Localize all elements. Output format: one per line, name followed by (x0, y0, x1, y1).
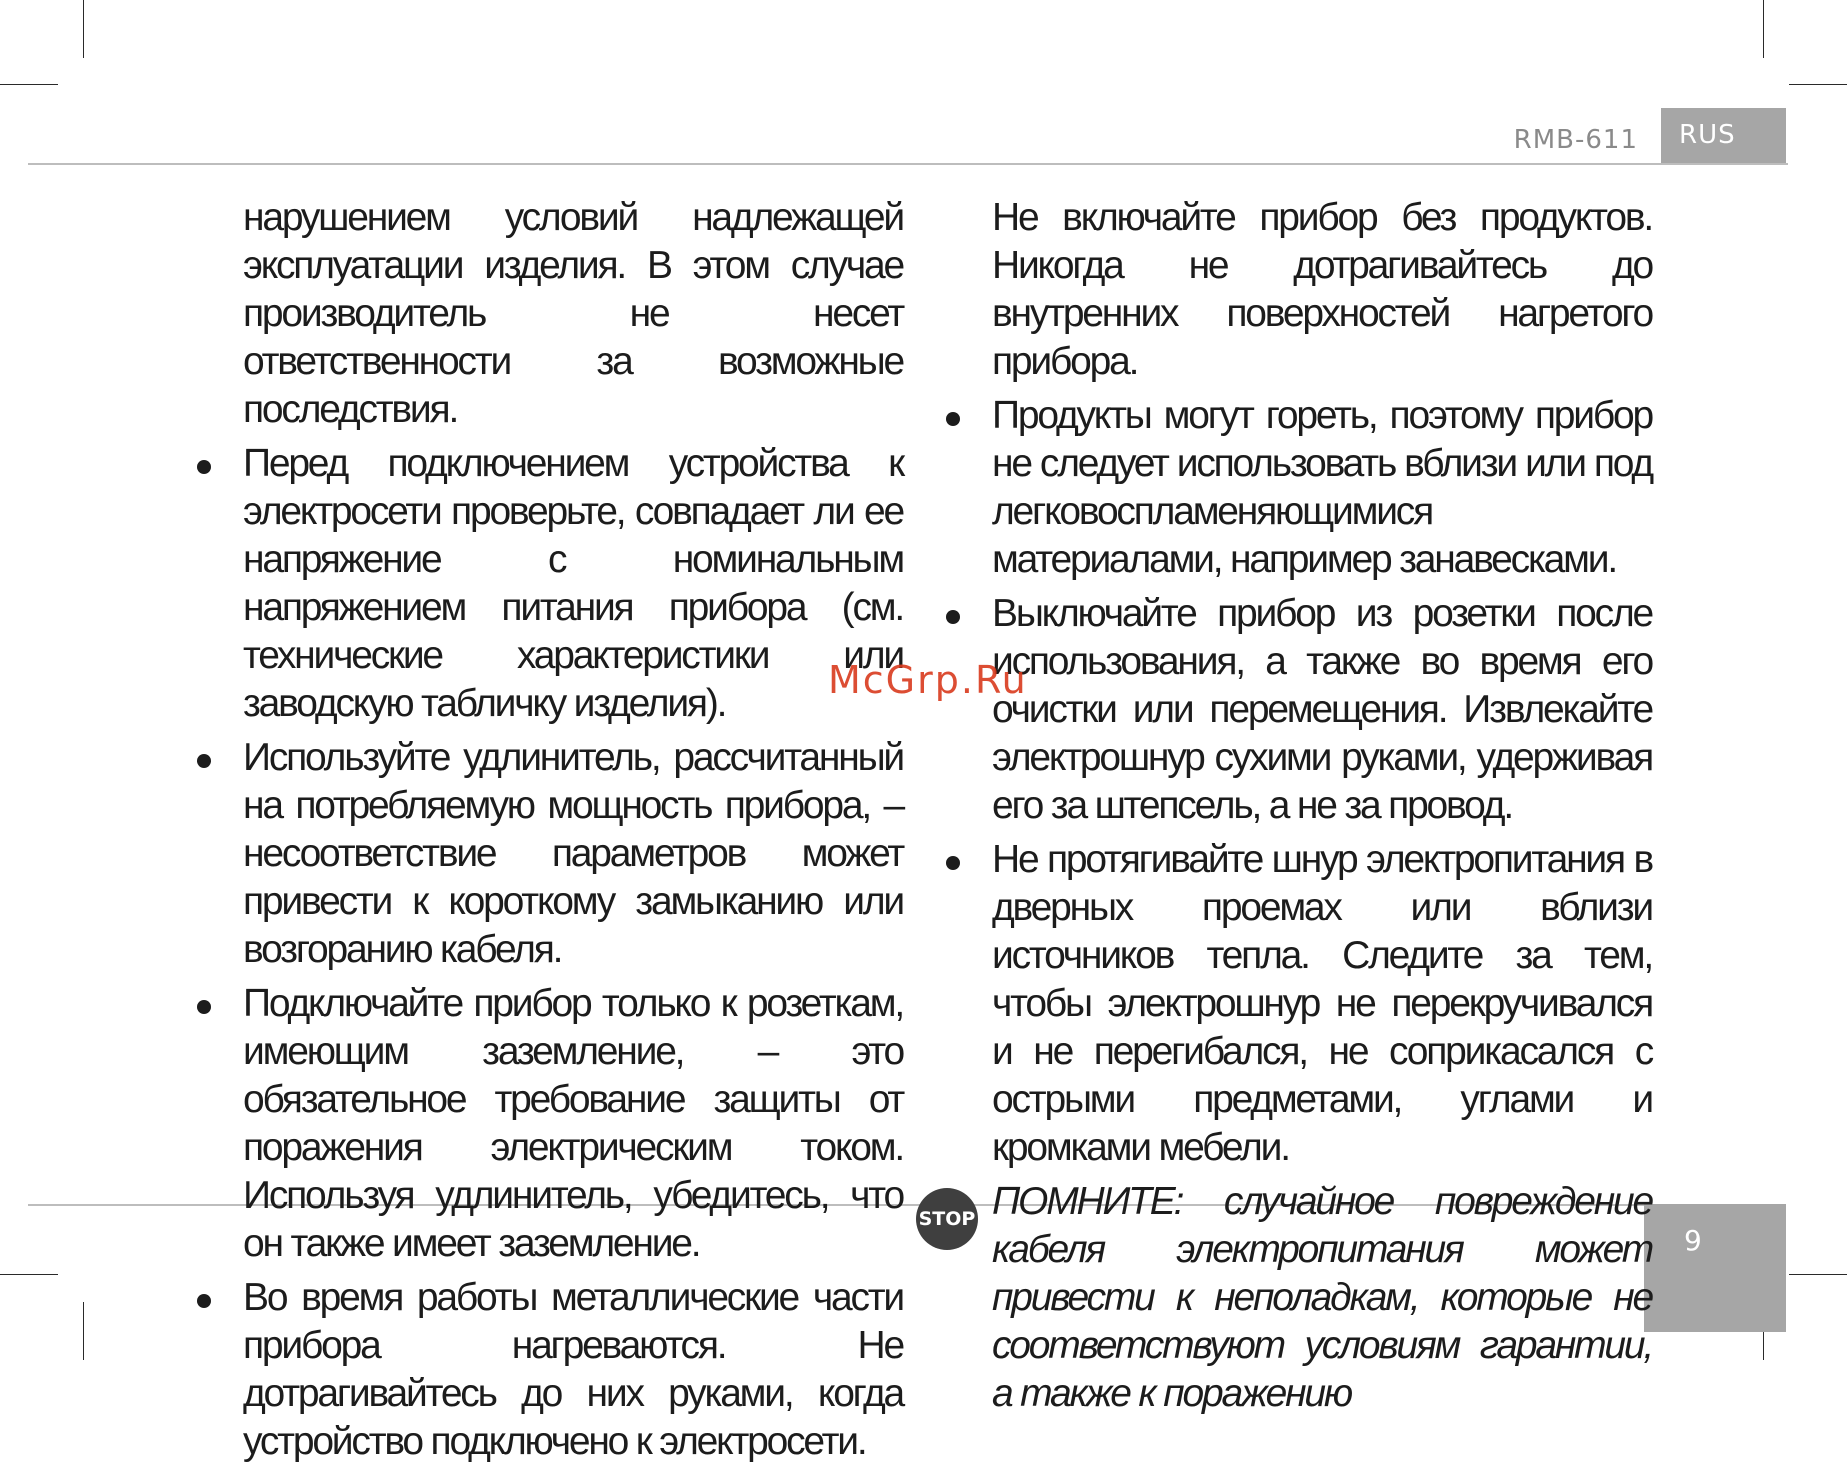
list-item-text: Подключайте прибор только к розеткам, имеющим заземление, – это обязательное требование защиты от поражения электрическим током. Используя удлинитель, убедитесь, что он также имеет заземление. (243, 982, 903, 1265)
list-item (992, 590, 1652, 830)
list-item (992, 836, 1652, 1172)
list-item-text: Во время работы металлические части прибора нагреваются. Не дотрагивайтесь до них руками, когда устройство подключено к электросети. (243, 1276, 903, 1463)
bullet-icon (197, 1294, 211, 1308)
right-continuation-text: Не включайте прибор без продуктов. Никогда не дотрагивайтесь до внутренних поверхностей нагретого прибора. (992, 196, 1652, 383)
language-label: RUS (1679, 120, 1736, 150)
list-item-text: Продукты могут гореть, поэтому прибор не следует использовать вблизи или под легковоспламеняющимися материалами, например занавесками. (992, 394, 1652, 581)
list-item (243, 980, 903, 1268)
warning-note (918, 1178, 1652, 1418)
list-item (243, 1274, 903, 1466)
list-item (992, 392, 1652, 584)
crop-mark-bottom-right-horizontal (1789, 1274, 1847, 1275)
list-item (243, 440, 903, 728)
bullet-icon (946, 856, 960, 870)
crop-mark-bottom-left-vertical (83, 1302, 84, 1360)
left-continuation-text: нарушением условий надлежащей эксплуатации изделия. В этом случае производитель не несет ответственности за возможные последствия. (243, 196, 903, 431)
crop-mark-top-left-horizontal (0, 84, 58, 85)
bullet-icon (197, 754, 211, 768)
list-item-text: Используйте удлинитель, рассчитанный на потребляемую мощность прибора, – несоответствие параметров может привести к короткому замыканию или возгоранию кабеля. (243, 736, 903, 971)
warning-note-text: ПОМНИТЕ: случайное повреждение кабеля электропитания может привести к неполадкам, которые не соответствуют условиям гарантии, а также к поражению (992, 1180, 1652, 1415)
page-number-tab (1644, 1204, 1786, 1332)
list-item-text: Перед подключением устройства к электросети проверьте, совпадает ли ее напряжение с номинальным напряжением питания прибора (см. технические характеристики или заводскую табличку изделия). (243, 442, 903, 725)
stop-icon (916, 1188, 978, 1250)
list-item-text: Выключайте прибор из розетки после использования, а также во время его очистки или перемещения. Извлекайте электрошнур сухими руками, удерживая его за штепсель, а не за провод. (992, 592, 1652, 827)
list-item-text: Не протягивайте шнур электропитания в дверных проемах или вблизи источников тепла. Следите за тем, чтобы электрошнур не перекручивался и не перегибался, не соприкасался с острыми предметами, углами и кромками мебели. (992, 838, 1652, 1169)
list-item (243, 734, 903, 974)
language-tab (1661, 108, 1786, 163)
crop-mark-top-right-vertical (1763, 0, 1764, 58)
left-column (243, 194, 903, 1466)
watermark: McGrp.Ru (828, 658, 1028, 702)
bullet-icon (197, 1000, 211, 1014)
bullet-icon (946, 610, 960, 624)
page-number: 9 (1684, 1224, 1702, 1257)
header-rule (28, 163, 1788, 165)
crop-mark-top-right-horizontal (1789, 84, 1847, 85)
crop-mark-bottom-left-horizontal (0, 1274, 58, 1275)
crop-mark-top-left-vertical (83, 0, 84, 58)
stop-icon-label: STOP (918, 1208, 976, 1230)
bullet-icon (946, 412, 960, 426)
model-label: RMB-611 (1513, 125, 1638, 155)
bullet-icon (197, 460, 211, 474)
